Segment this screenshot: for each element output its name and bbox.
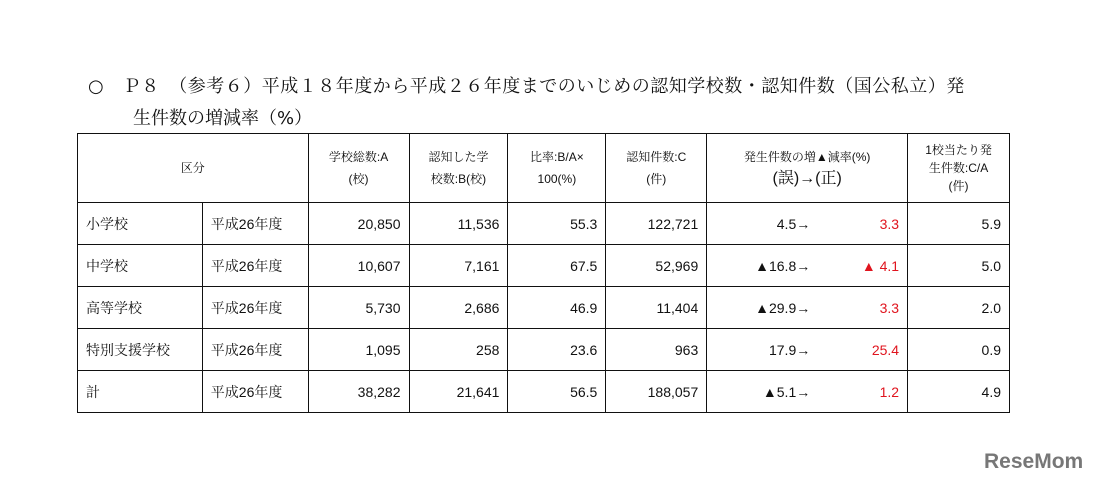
change-wrong: 17.9→: [768, 341, 811, 358]
header-text: 学校総数:A: [328, 150, 389, 164]
cases-c: 122,721: [606, 203, 707, 245]
change-wrong: ▲5.1→: [762, 383, 811, 400]
per-school: 0.9: [908, 329, 1010, 371]
header-cases-c: [606, 134, 707, 203]
ratio: 23.6: [508, 329, 606, 371]
school-type: 高等学校: [78, 287, 203, 329]
cases-c: 52,969: [606, 245, 707, 287]
change-correct: ▲ 4.1: [861, 257, 900, 274]
change-cell: [707, 203, 908, 245]
change-correct: 3.3: [879, 299, 900, 316]
cases-c: 188,057: [606, 371, 707, 413]
recognized-b: 258: [409, 329, 508, 371]
title-line-2: 生件数の増減率（%）: [133, 108, 313, 129]
school-type: 中学校: [78, 245, 203, 287]
schools-a: 1,095: [308, 329, 409, 371]
cases-c: 11,404: [606, 287, 707, 329]
header-text: (件): [646, 172, 667, 186]
per-school: 5.9: [908, 203, 1010, 245]
change-cell: [707, 245, 908, 287]
change-correct: 25.4: [871, 341, 900, 358]
school-type: 特別支援学校: [78, 329, 203, 371]
per-school: 4.9: [908, 371, 1010, 413]
schools-a: 38,282: [308, 371, 409, 413]
change-correct: 1.2: [879, 383, 900, 400]
year: 平成26年度: [202, 203, 308, 245]
header-text: (誤)→(正): [772, 170, 842, 187]
year: 平成26年度: [202, 329, 308, 371]
table-row: [78, 203, 1010, 245]
schools-a: 20,850: [308, 203, 409, 245]
ratio: 67.5: [508, 245, 606, 287]
header-text: 1校当たり発: [925, 143, 992, 157]
schools-a: 10,607: [308, 245, 409, 287]
header-per-school: [908, 134, 1010, 203]
header-ratio: [508, 134, 606, 203]
change-cell: [707, 371, 908, 413]
ratio: 46.9: [508, 287, 606, 329]
school-type: 計: [78, 371, 203, 413]
header-text: 校数:B(校): [430, 172, 487, 186]
cases-c: 963: [606, 329, 707, 371]
ratio: 56.5: [508, 371, 606, 413]
change-cell: [707, 287, 908, 329]
table-row: [78, 245, 1010, 287]
title-line-1: ○ Ｐ８ （参考６）平成１８年度から平成２６年度までのいじめの認知学校数・認知件数（国公私立）発: [88, 76, 965, 97]
recognized-b: 21,641: [409, 371, 508, 413]
header-text: 認知件数:C: [626, 150, 687, 164]
header-text: 認知した学: [428, 150, 489, 164]
header-category: 区分: [78, 134, 309, 203]
resemom-logo: ReseMom: [984, 450, 1084, 473]
ratio: 55.3: [508, 203, 606, 245]
header-text: 100(%): [537, 172, 577, 186]
header-schools-a: [308, 134, 409, 203]
table-row: [78, 287, 1010, 329]
school-type: 小学校: [78, 203, 203, 245]
table-row: [78, 371, 1010, 413]
change-correct: 3.3: [879, 215, 900, 232]
year: 平成26年度: [202, 371, 308, 413]
header-recognized-b: [409, 134, 508, 203]
change-wrong: ▲16.8→: [755, 257, 811, 274]
schools-a: 5,730: [308, 287, 409, 329]
header-row: [78, 134, 1010, 203]
header-text: 比率:B/A×: [530, 150, 584, 164]
bullying-stats-table: [77, 133, 1010, 413]
change-wrong: ▲29.9→: [755, 299, 811, 316]
change-cell: [707, 329, 908, 371]
per-school: 5.0: [908, 245, 1010, 287]
recognized-b: 2,686: [409, 287, 508, 329]
header-text: (校): [348, 172, 369, 186]
header-text: (件): [948, 179, 969, 193]
header-text: 生件数:C/A: [928, 161, 989, 175]
table-row: [78, 329, 1010, 371]
change-wrong: 4.5→: [776, 215, 811, 232]
year: 平成26年度: [202, 245, 308, 287]
recognized-b: 11,536: [409, 203, 508, 245]
recognized-b: 7,161: [409, 245, 508, 287]
header-change: [707, 134, 908, 203]
per-school: 2.0: [908, 287, 1010, 329]
header-text: 発生件数の増▲減率(%): [743, 150, 871, 164]
year: 平成26年度: [202, 287, 308, 329]
